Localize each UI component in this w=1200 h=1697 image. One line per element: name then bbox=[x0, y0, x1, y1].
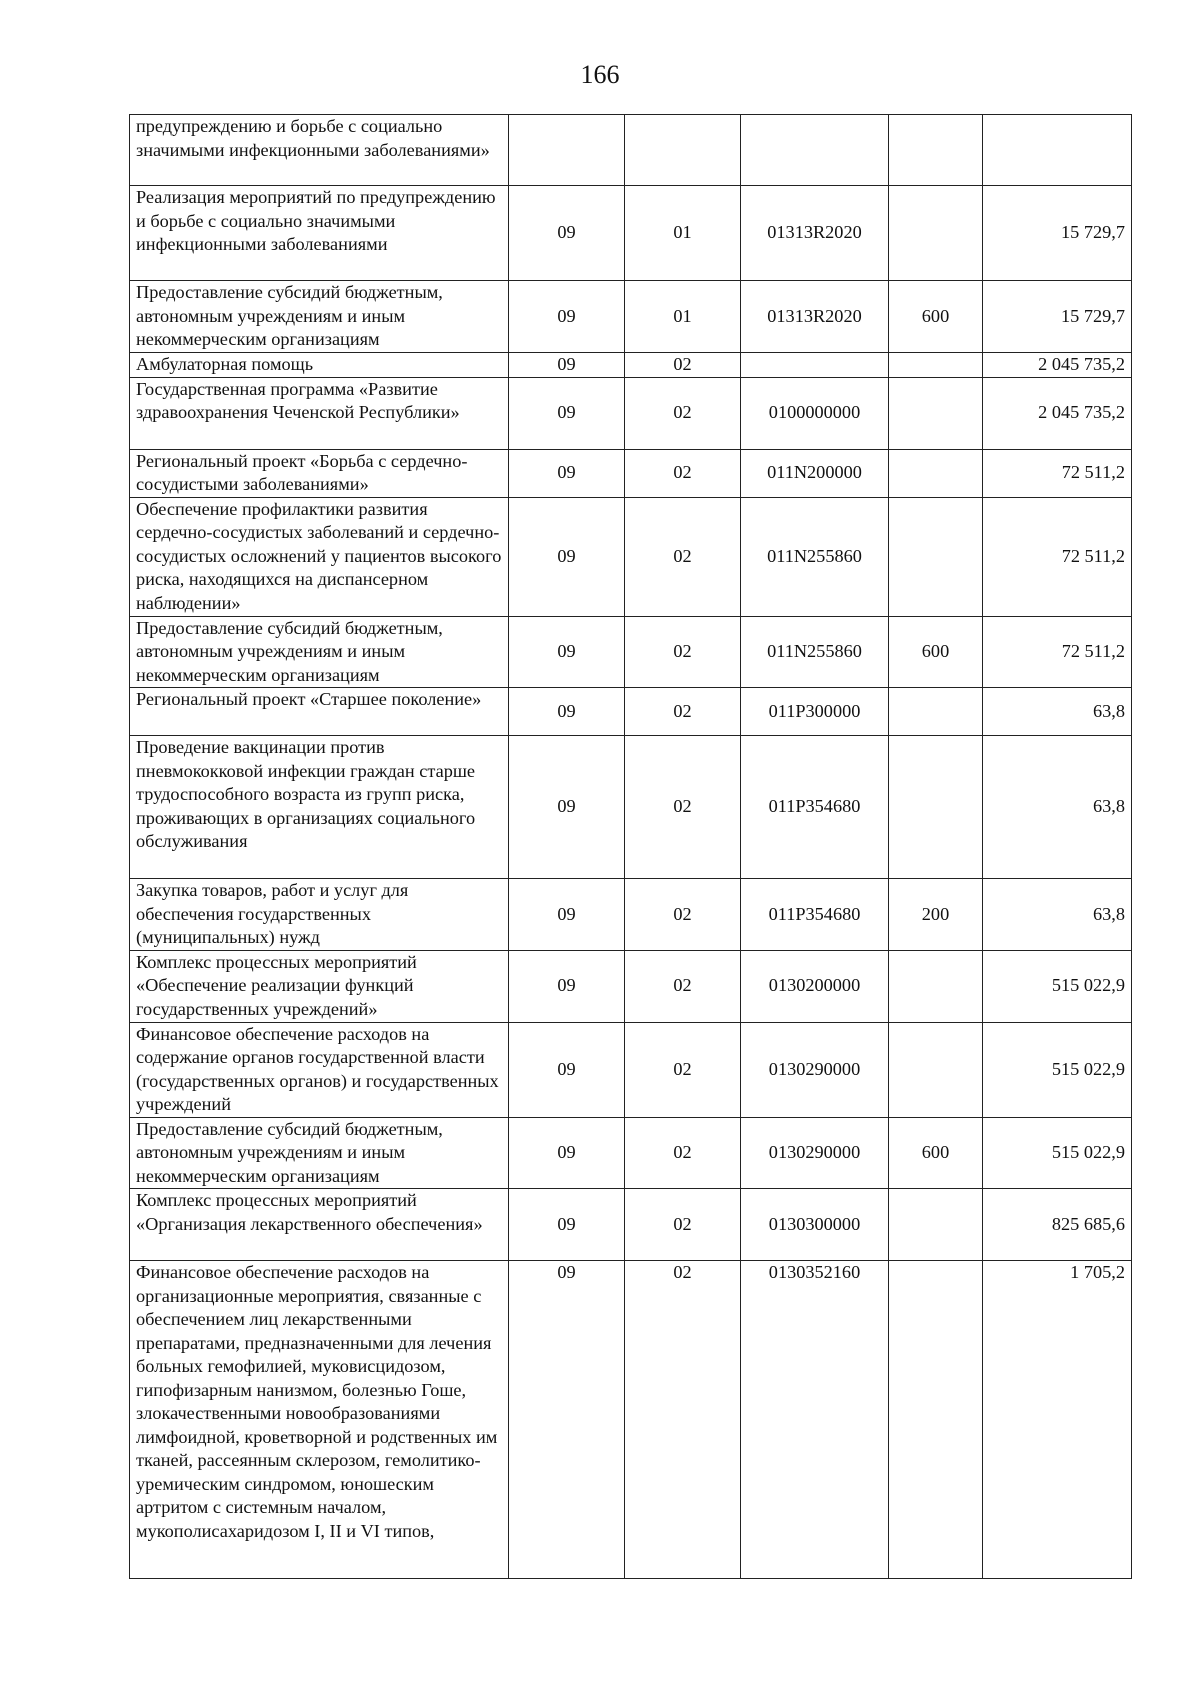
row-subsection: 01 bbox=[625, 186, 741, 281]
row-amount: 72 511,2 bbox=[983, 449, 1132, 497]
row-expense-type bbox=[889, 1189, 983, 1261]
row-section: 09 bbox=[509, 1117, 625, 1189]
row-section: 09 bbox=[509, 1189, 625, 1261]
table-row bbox=[130, 1261, 1132, 1579]
row-section bbox=[509, 115, 625, 186]
table-row bbox=[130, 616, 1132, 688]
row-name: Региональный проект «Старшее поколение» bbox=[130, 688, 509, 736]
table-row bbox=[130, 879, 1132, 951]
row-expense-type: 600 bbox=[889, 1117, 983, 1189]
row-subsection: 02 bbox=[625, 1022, 741, 1117]
table-row bbox=[130, 377, 1132, 449]
row-name: Государственная программа «Развитие здравоохранения Чеченской Республики» bbox=[130, 377, 509, 449]
page-number: 166 bbox=[580, 60, 620, 89]
row-target-code bbox=[741, 115, 889, 186]
row-target-code: 0130290000 bbox=[741, 1022, 889, 1117]
row-section: 09 bbox=[509, 281, 625, 353]
table-row bbox=[130, 115, 1132, 186]
row-amount: 63,8 bbox=[983, 688, 1132, 736]
row-amount: 515 022,9 bbox=[983, 950, 1132, 1022]
row-target-code: 01313R2020 bbox=[741, 281, 889, 353]
row-target-code: 0130300000 bbox=[741, 1189, 889, 1261]
row-target-code: 0130200000 bbox=[741, 950, 889, 1022]
row-expense-type: 600 bbox=[889, 616, 983, 688]
row-target-code: 011N255860 bbox=[741, 616, 889, 688]
row-section: 09 bbox=[509, 736, 625, 879]
row-name: Закупка товаров, работ и услуг для обеспечения государственных (муниципальных) нужд bbox=[130, 879, 509, 951]
row-subsection: 02 bbox=[625, 449, 741, 497]
row-amount: 1 705,2 bbox=[983, 1261, 1132, 1579]
row-target-code bbox=[741, 353, 889, 378]
table-row bbox=[130, 1117, 1132, 1189]
row-amount: 72 511,2 bbox=[983, 616, 1132, 688]
table-row bbox=[130, 1189, 1132, 1261]
row-target-code: 0130352160 bbox=[741, 1261, 889, 1579]
row-expense-type bbox=[889, 688, 983, 736]
row-section: 09 bbox=[509, 353, 625, 378]
table-row bbox=[130, 950, 1132, 1022]
row-amount: 72 511,2 bbox=[983, 497, 1132, 616]
row-target-code: 01313R2020 bbox=[741, 186, 889, 281]
row-name: Предоставление субсидий бюджетным, автономным учреждениям и иным некоммерческим организациям bbox=[130, 1117, 509, 1189]
row-name: Предоставление субсидий бюджетным, автономным учреждениям и иным некоммерческим организациям bbox=[130, 616, 509, 688]
row-target-code: 011N200000 bbox=[741, 449, 889, 497]
row-name: Обеспечение профилактики развития сердечно-сосудистых заболеваний и сердечно-сосудистых осложнений у пациентов высокого риска, находящихся на диспансерном наблюдении» bbox=[130, 497, 509, 616]
row-section: 09 bbox=[509, 1022, 625, 1117]
row-expense-type bbox=[889, 377, 983, 449]
row-name: Амбулаторная помощь bbox=[130, 353, 509, 378]
row-amount: 15 729,7 bbox=[983, 186, 1132, 281]
row-expense-type bbox=[889, 1022, 983, 1117]
row-subsection: 02 bbox=[625, 1189, 741, 1261]
row-subsection: 02 bbox=[625, 688, 741, 736]
row-amount: 63,8 bbox=[983, 736, 1132, 879]
row-section: 09 bbox=[509, 1261, 625, 1579]
row-expense-type bbox=[889, 497, 983, 616]
row-expense-type bbox=[889, 353, 983, 378]
table-row bbox=[130, 1022, 1132, 1117]
row-expense-type bbox=[889, 736, 983, 879]
table-row bbox=[130, 353, 1132, 378]
row-subsection: 02 bbox=[625, 353, 741, 378]
row-expense-type: 600 bbox=[889, 281, 983, 353]
row-name: Предоставление субсидий бюджетным, автономным учреждениям и иным некоммерческим организациям bbox=[130, 281, 509, 353]
row-subsection: 02 bbox=[625, 497, 741, 616]
row-target-code: 0100000000 bbox=[741, 377, 889, 449]
row-target-code: 011N255860 bbox=[741, 497, 889, 616]
row-subsection: 01 bbox=[625, 281, 741, 353]
row-amount: 515 022,9 bbox=[983, 1117, 1132, 1189]
row-name: Финансовое обеспечение расходов на содержание органов государственной власти (государственных органов) и государственных учреждений bbox=[130, 1022, 509, 1117]
row-section: 09 bbox=[509, 497, 625, 616]
row-expense-type bbox=[889, 449, 983, 497]
row-name: Проведение вакцинации против пневмококковой инфекции граждан старше трудоспособного возраста из групп риска, проживающих в организациях социального обслуживания bbox=[130, 736, 509, 879]
row-section: 09 bbox=[509, 688, 625, 736]
row-section: 09 bbox=[509, 449, 625, 497]
row-amount: 2 045 735,2 bbox=[983, 377, 1132, 449]
row-amount: 515 022,9 bbox=[983, 1022, 1132, 1117]
row-expense-type: 200 bbox=[889, 879, 983, 951]
row-name: Реализация мероприятий по предупреждению и борьбе с социально значимыми инфекционными заболеваниями bbox=[130, 186, 509, 281]
row-subsection bbox=[625, 115, 741, 186]
row-expense-type bbox=[889, 186, 983, 281]
row-amount: 15 729,7 bbox=[983, 281, 1132, 353]
row-name: Региональный проект «Борьба с сердечно-сосудистыми заболеваниями» bbox=[130, 449, 509, 497]
table-row bbox=[130, 688, 1132, 736]
row-subsection: 02 bbox=[625, 1117, 741, 1189]
row-section: 09 bbox=[509, 377, 625, 449]
table-row bbox=[130, 736, 1132, 879]
row-name: предупреждению и борьбе с социально значимыми инфекционными заболеваниями» bbox=[130, 115, 509, 186]
row-target-code: 011P354680 bbox=[741, 736, 889, 879]
row-section: 09 bbox=[509, 950, 625, 1022]
table-row bbox=[130, 186, 1132, 281]
row-expense-type bbox=[889, 950, 983, 1022]
row-name: Комплекс процессных мероприятий «Организация лекарственного обеспечения» bbox=[130, 1189, 509, 1261]
row-subsection: 02 bbox=[625, 377, 741, 449]
row-amount: 825 685,6 bbox=[983, 1189, 1132, 1261]
row-subsection: 02 bbox=[625, 616, 741, 688]
row-target-code: 011P354680 bbox=[741, 879, 889, 951]
row-amount: 63,8 bbox=[983, 879, 1132, 951]
row-expense-type bbox=[889, 115, 983, 186]
budget-table bbox=[129, 114, 1132, 1579]
table-row bbox=[130, 449, 1132, 497]
row-subsection: 02 bbox=[625, 1261, 741, 1579]
row-name: Финансовое обеспечение расходов на организационные мероприятия, связанные с обеспечением лиц лекарственными препаратами, предназначенными для лечения больных гемофилией, муковисцидозом, гипофизарным нанизмом, болезнью Гоше, злокачественными новообразованиями лимфоидной, кроветворной и родственных им тканей, рассеянным склерозом, гемолитико-уремическим синдромом, юношеским артритом с системным началом, мукополисахаридозом I, II и VI типов, bbox=[130, 1261, 509, 1579]
row-amount bbox=[983, 115, 1132, 186]
row-target-code: 0130290000 bbox=[741, 1117, 889, 1189]
row-section: 09 bbox=[509, 879, 625, 951]
table-row bbox=[130, 281, 1132, 353]
row-expense-type bbox=[889, 1261, 983, 1579]
row-target-code: 011P300000 bbox=[741, 688, 889, 736]
row-name: Комплекс процессных мероприятий «Обеспечение реализации функций государственных учреждений» bbox=[130, 950, 509, 1022]
row-amount: 2 045 735,2 bbox=[983, 353, 1132, 378]
row-subsection: 02 bbox=[625, 950, 741, 1022]
row-section: 09 bbox=[509, 186, 625, 281]
table-row bbox=[130, 497, 1132, 616]
row-subsection: 02 bbox=[625, 879, 741, 951]
row-section: 09 bbox=[509, 616, 625, 688]
row-subsection: 02 bbox=[625, 736, 741, 879]
